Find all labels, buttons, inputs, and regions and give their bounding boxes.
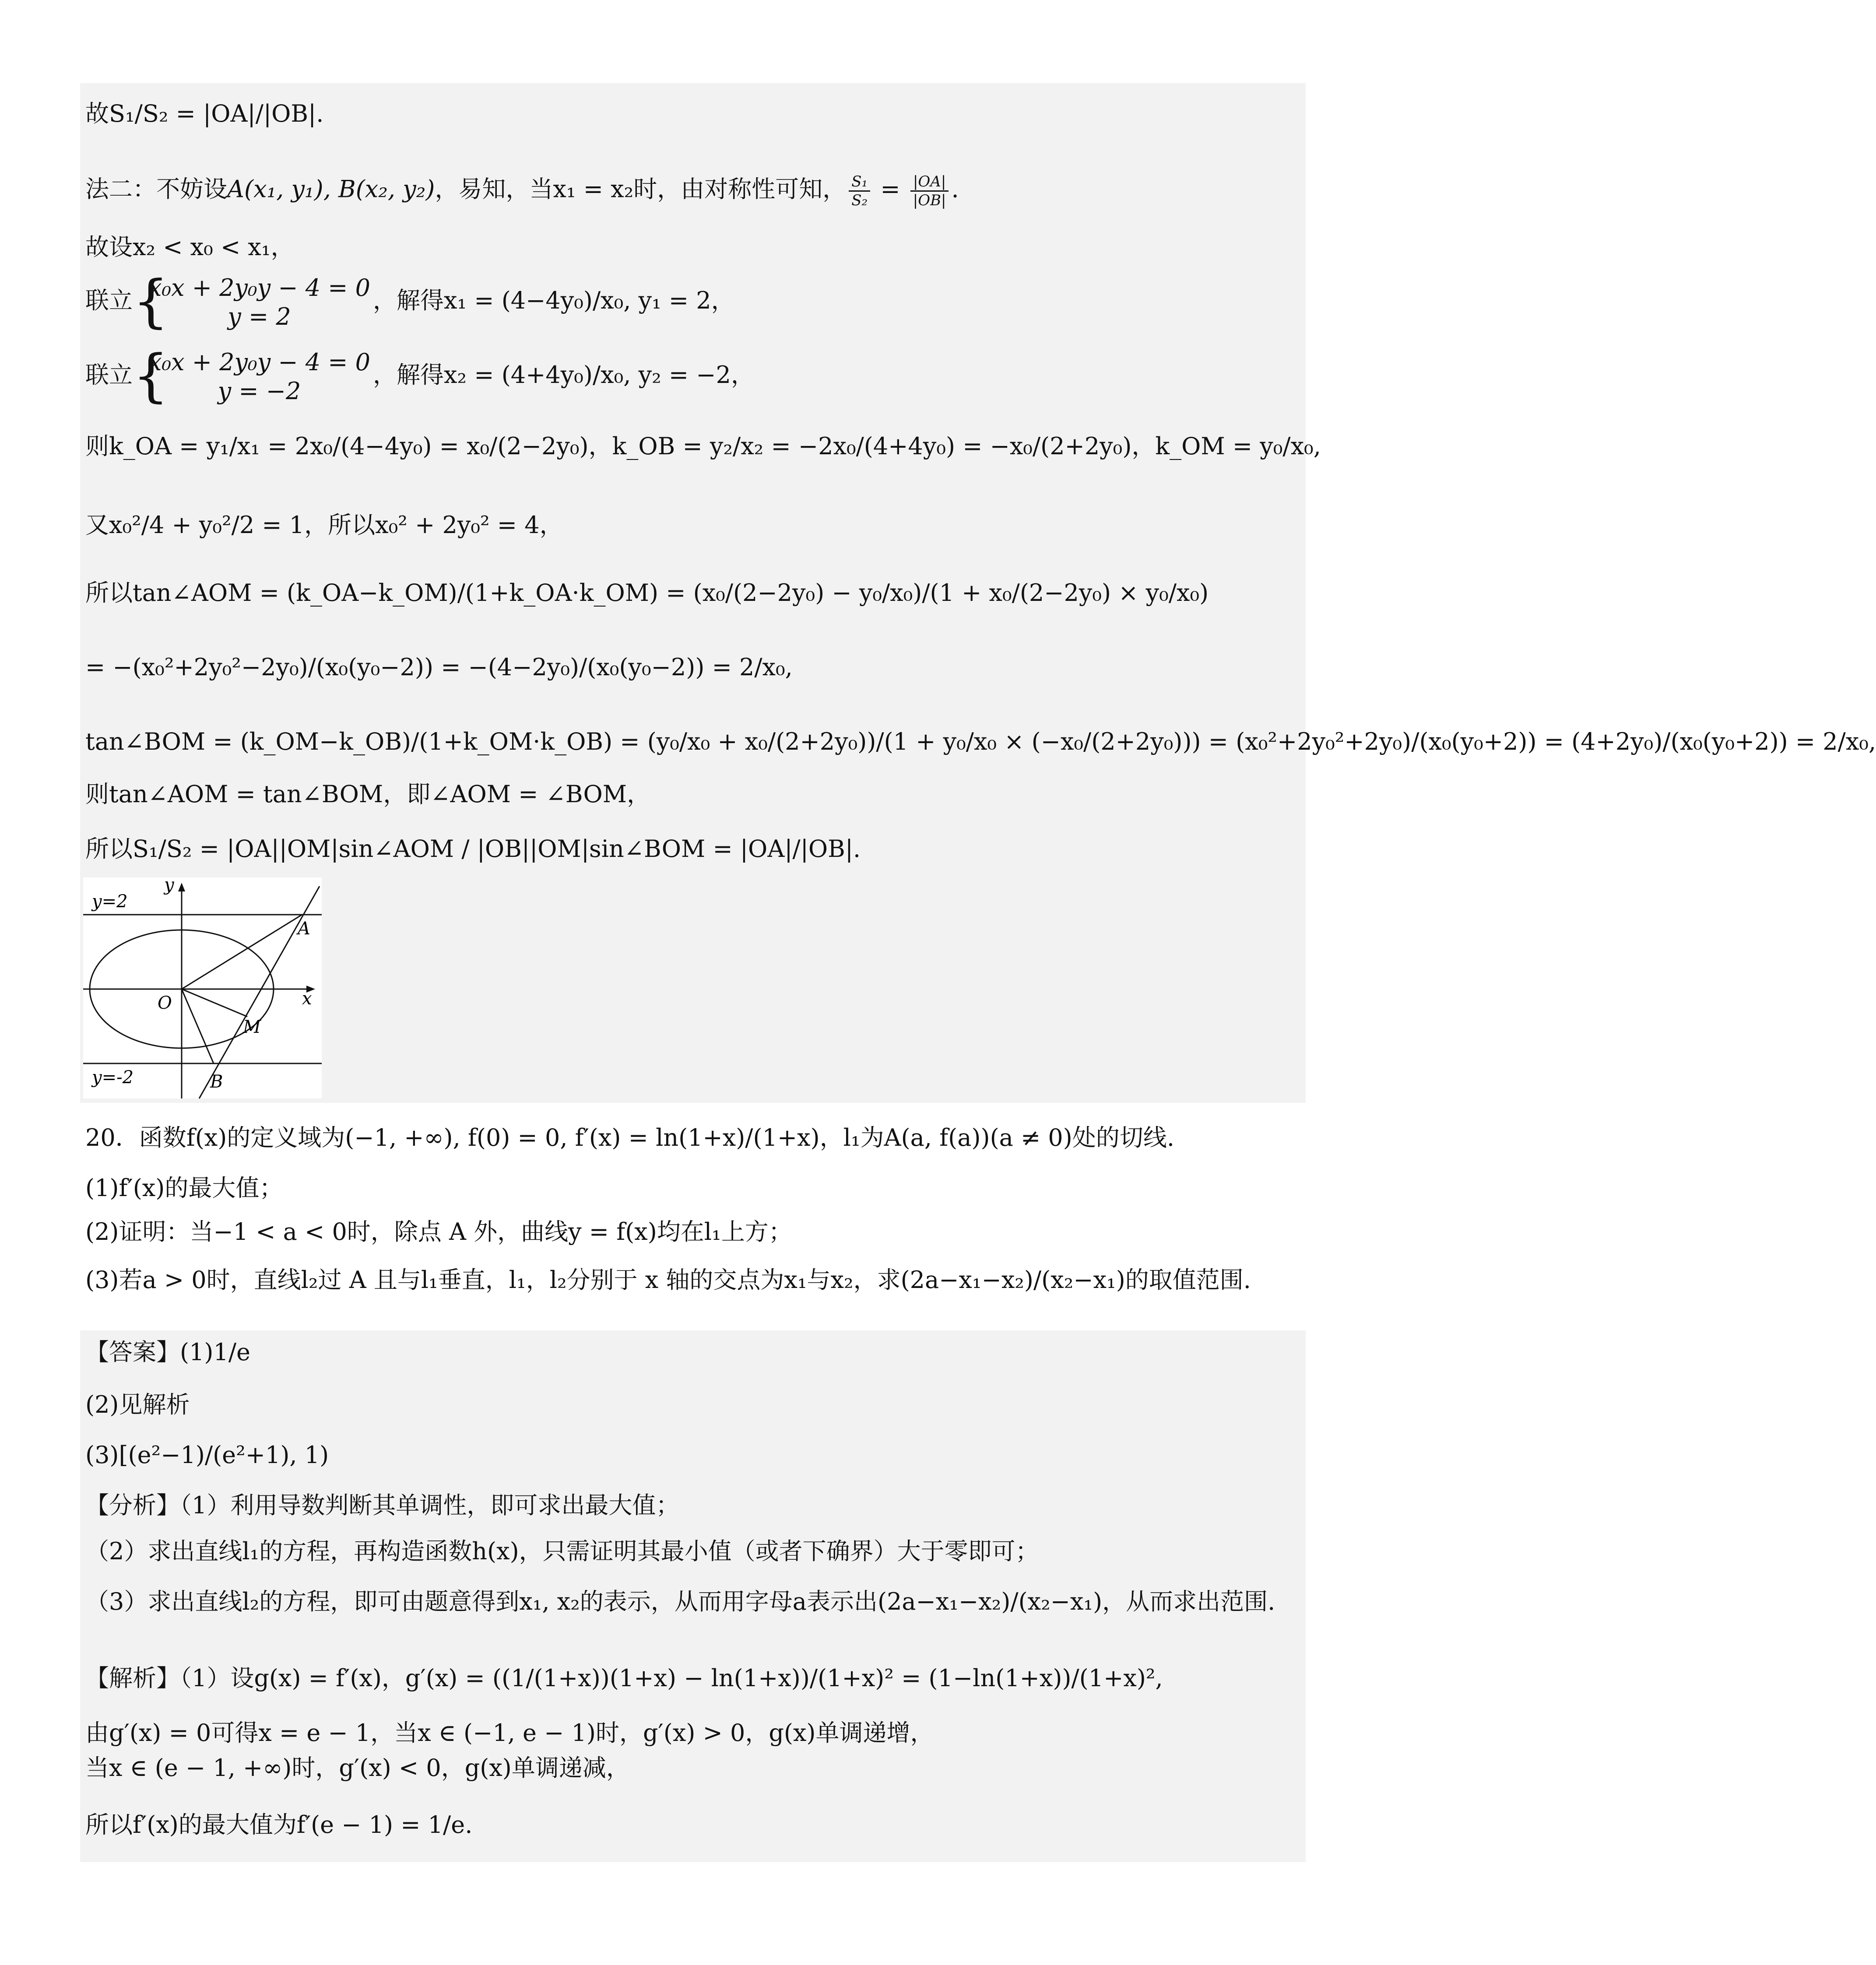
label-y: y	[164, 875, 174, 895]
question-20-part-2: (2)证明：当−1 < a < 0时，除点 A 外，曲线y = f(x)均在l₁上方；	[85, 1218, 792, 1246]
solution-4: 所以f′(x)的最大值为f′(e − 1) = 1/e.	[85, 1811, 473, 1839]
line-ellipse-relation: 又x₀²/4 + y₀²/2 = 1，所以x₀² + 2y₀² = 4，	[85, 511, 563, 539]
label-A: A	[298, 919, 310, 939]
answer-1: 【答案】(1)1/e	[85, 1338, 250, 1366]
line-area-ratio: 所以S₁/S₂ = |OA||OM|sin∠AOM / |OB||OM|sin∠BOM = |OA|/|OB|.	[85, 835, 861, 863]
solution-1: 【解析】（1）设g(x) = f′(x)，g′(x) = ((1/(1+x))(1+x) − ln(1+x))/(1+x)² = (1−ln(1+x))/(1+x)²,	[85, 1664, 1163, 1692]
ellipse-figure	[83, 877, 322, 1098]
label-M: M	[243, 1017, 261, 1037]
line-tan-aom: 所以tan∠AOM = (k_OA−k_OM)/(1+k_OA·k_OM) = (x₀/(2−2y₀) − y₀/x₀)/(1 + x₀/(2−2y₀) × y₀/x₀)	[85, 579, 1209, 607]
question-20: 20．函数f(x)的定义域为(−1, +∞), f(0) = 0, f′(x) = ln(1+x)/(1+x)，l₁为A(a, f(a))(a ≠ 0)处的切线.	[85, 1124, 1175, 1151]
label-ym2: y=-2	[92, 1067, 134, 1088]
line-conclusion: 故S₁/S₂ = |OA|/|OB|.	[85, 100, 324, 127]
analysis-2: （2）求出直线l₁的方程，再构造函数h(x)，只需证明其最小值（或者下确界）大于零即可；	[85, 1537, 1039, 1565]
question-20-part-3: (3)若a > 0时，直线l₂过 A 且与l₁垂直，l₁，l₂分别于 x 轴的交点为x₁与x₂，求(2a−x₁−x₂)/(x₂−x₁)的取值范围.	[85, 1266, 1251, 1294]
solution-2: 由g′(x) = 0可得x = e − 1，当x ∈ (−1, e − 1)时，g′(x) > 0，g(x)单调递增，	[85, 1719, 934, 1747]
label-B: B	[210, 1072, 223, 1092]
line-system-2: 联立 { x₀x + 2y₀y − 4 = 0 y = −2 ，解得x₂ = (4+4y₀)/x₀, y₂ = −2，	[85, 348, 755, 406]
answer-2: (2)见解析	[85, 1391, 190, 1418]
line-assume: 故设x₂ < x₀ < x₁，	[85, 233, 295, 261]
label-x: x	[302, 989, 312, 1009]
analysis-1: 【分析】（1）利用导数判断其单调性，即可求出最大值；	[85, 1491, 680, 1519]
line-tan-aom-result: = −(x₀²+2y₀²−2y₀)/(x₀(y₀−2)) = −(4−2y₀)/(x₀(y₀−2)) = 2/x₀,	[85, 653, 793, 681]
line-angle-equal: 则tan∠AOM = tan∠BOM，即∠AOM = ∠BOM，	[85, 780, 651, 808]
analysis-3: （3）求出直线l₂的方程，即可由题意得到x₁, x₂的表示，从而用字母a表示出(2a−x₁−x₂)/(x₂−x₁)，从而求出范围.	[85, 1588, 1275, 1615]
question-20-part-1: (1)f′(x)的最大值；	[85, 1174, 283, 1202]
answer-3: (3)[(e²−1)/(e²+1), 1)	[85, 1441, 329, 1469]
line-method-two: 法二：不妨设A(x₁, y₁), B(x₂, y₂)，易知，当x₁ = x₂时，由对称性可知， $\frac{\text{S₁}}{\text{S₂}}$ = $\frac{|OA|}{|OB|}$ .	[85, 173, 959, 209]
solution-3: 当x ∈ (e − 1, +∞)时，g′(x) < 0，g(x)单调递减，	[85, 1754, 630, 1782]
label-O: O	[158, 993, 172, 1013]
label-y2: y=2	[92, 891, 128, 912]
line-tan-bom: tan∠BOM = (k_OM−k_OB)/(1+k_OM·k_OB) = (y₀/x₀ + x₀/(2+2y₀))/(1 + y₀/x₀ × (−x₀/(2+2y₀))) = (x₀²+2y₀²+2y₀)/(x₀(y₀+2)) = (4+2y₀)/(x₀(y₀+2)) = 2/x₀,	[85, 728, 1876, 755]
line-system-1: 联立 { x₀x + 2y₀y − 4 = 0 y = 2 ，解得x₁ = (4−4y₀)/x₀, y₁ = 2，	[85, 274, 735, 331]
line-slopes: 则k_OA = y₁/x₁ = 2x₀/(4−4y₀) = x₀/(2−2y₀)，k_OB = y₂/x₂ = −2x₀/(4+4y₀) = −x₀/(2+2y₀)，k_OM = y₀/x₀,	[85, 432, 1321, 460]
